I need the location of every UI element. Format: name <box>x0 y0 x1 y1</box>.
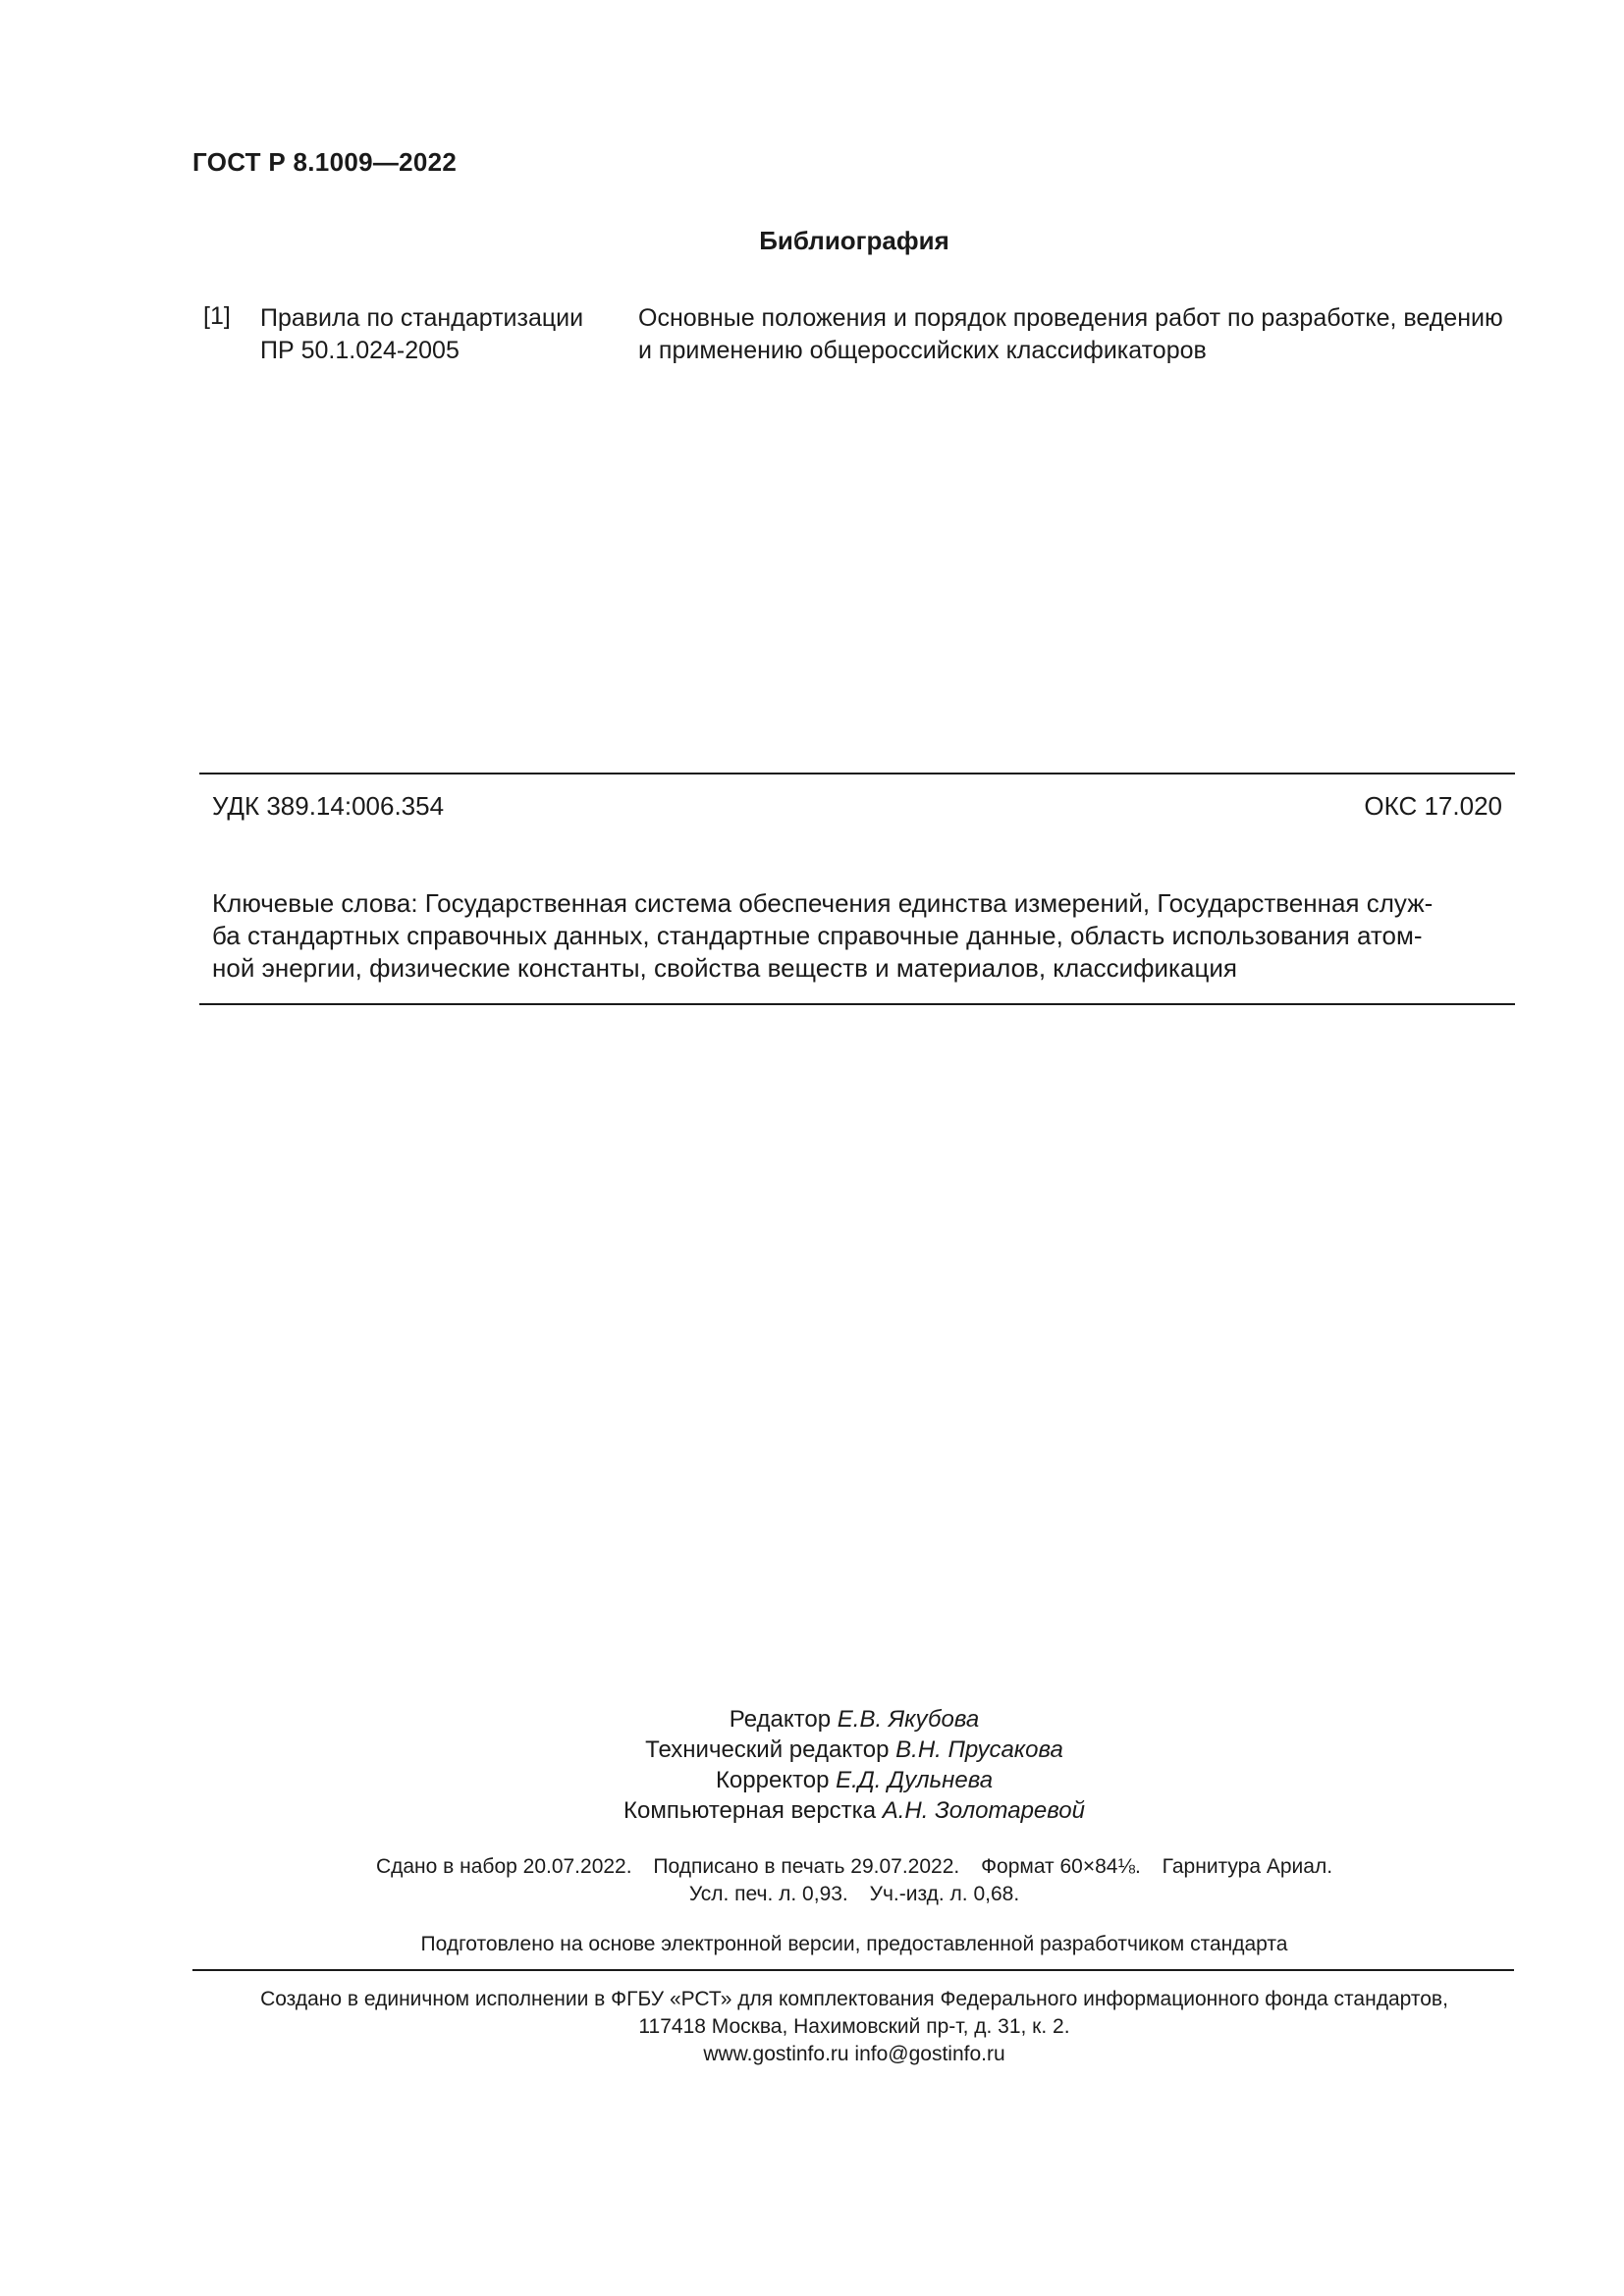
imprint-line-1: Сдано в набор 20.07.2022. Подписано в печать 29.07.2022. Формат 60×84⅛. Гарнитура Ариал. <box>375 1855 1333 1878</box>
imprint-block <box>0 1853 1624 1908</box>
document-code: ГОСТ Р 8.1009—2022 <box>192 147 458 177</box>
credit-tech-editor: Технический редактор В.Н. Прусакова <box>645 1736 1063 1763</box>
udk-code: УДК 389.14:006.354 <box>212 791 445 821</box>
credit-corrector: Корректор Е.Д. Дульнева <box>715 1767 994 1793</box>
keywords-line-2: ба стандартных справочных данных, стандартные справочные данные, область использования атом- <box>212 921 1423 950</box>
description-line-2: и применению общероссийских классификаторов <box>638 337 1207 364</box>
oks-code: ОКС 17.020 <box>1364 791 1502 821</box>
bibliography-entry-number: [1] <box>203 302 231 330</box>
credit-editor: Редактор Е.В. Якубова <box>729 1706 980 1733</box>
imprint-line-2: Усл. печ. л. 0,93. Уч.-изд. л. 0,68. <box>688 1883 1020 1905</box>
top-divider <box>199 773 1515 774</box>
publisher-block <box>0 1986 1624 2068</box>
keywords-block <box>212 887 1506 985</box>
source-line-2: ПР 50.1.024-2005 <box>260 337 460 364</box>
prepared-note: Подготовлено на основе электронной версии, предоставленной разработчиком стандарта <box>420 1933 1288 1955</box>
publisher-contacts <box>0 2041 1624 2068</box>
bibliography-entry-description <box>638 302 1522 367</box>
credit-layout: Компьютерная верстка А.Н. Золотаревой <box>623 1797 1085 1824</box>
bibliography-entry-source <box>260 302 583 367</box>
bibliography-title: Библиография <box>759 226 949 255</box>
keywords-line-3: ной энергии, физические константы, свойства веществ и материалов, классификация <box>212 953 1237 983</box>
description-line-1: Основные положения и порядок проведения работ по разработке, ведению <box>638 304 1503 332</box>
publisher-email[interactable]: info@gostinfo.ru <box>854 2043 1005 2065</box>
credits-block <box>0 1704 1624 1826</box>
publisher-website[interactable]: www.gostinfo.ru <box>703 2043 849 2065</box>
publisher-line-1: Создано в единичном исполнении в ФГБУ «РСТ» для комплектования Федерального информационного фонда стандартов, <box>260 1988 1448 2010</box>
publisher-divider <box>192 1969 1514 1971</box>
publisher-address: 117418 Москва, Нахимовский пр-т, д. 31, к. 2. <box>638 2015 1070 2038</box>
source-line-1: Правила по стандартизации <box>260 304 584 332</box>
bottom-divider <box>199 1003 1515 1005</box>
keywords-line-1: Ключевые слова: Государственная система обеспечения единства измерений, Государственная служ- <box>212 888 1434 918</box>
